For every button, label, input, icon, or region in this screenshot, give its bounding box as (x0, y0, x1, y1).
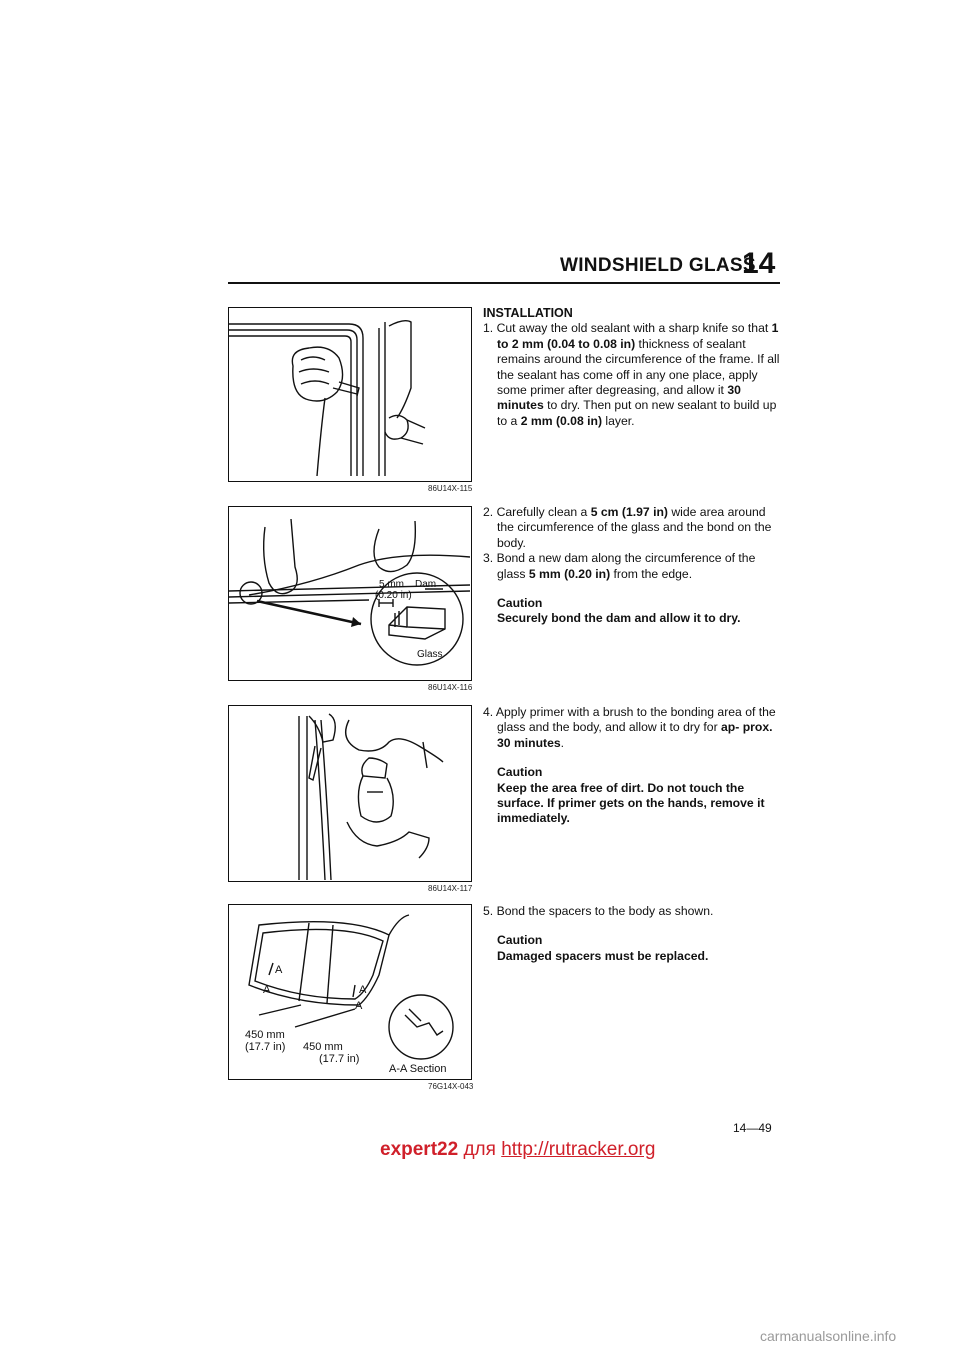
caution-text: Keep the area free of dirt. Do not touch the surface. If primer gets on the hands, remove it immediately. (497, 780, 765, 826)
watermark-link[interactable]: http://rutracker.org (501, 1139, 656, 1160)
dim-in-label: (0.20 in) (375, 590, 412, 601)
apply-primer-illustration (229, 706, 470, 880)
installation-text-4 (483, 904, 783, 964)
step-5: 5. Bond the spacers to the body as shown. (483, 904, 714, 918)
figure-apply-primer (228, 705, 472, 882)
left-dim-in: (17.7 in) (245, 1041, 286, 1053)
installation-text-1 (483, 306, 783, 429)
caution-title: Caution (497, 765, 543, 780)
dim-mm-label: 5 mm (379, 579, 404, 590)
section-number: 14 (742, 247, 776, 280)
step-2: 2. Carefully clean a 5 cm (1.97 in) wide area around the circumference of the glass and the bond on the body. (483, 505, 772, 550)
watermark (380, 1139, 655, 1161)
watermark-author: expert22 (380, 1139, 459, 1160)
step-4: 4. Apply primer with a brush to the bonding area of the glass and the body, and allow it to dry for ap- prox. 30 minutes. (483, 705, 776, 750)
figure-code: 86U14X-117 (428, 884, 473, 893)
bond-dam-illustration (229, 507, 470, 679)
right-dim-mm: 450 mm (303, 1041, 343, 1053)
caution-text: Securely bond the dam and allow it to dry. (497, 611, 741, 626)
a-marker: A (275, 964, 283, 976)
installation-heading: INSTALLATION (483, 306, 573, 320)
a-marker: A (263, 984, 271, 996)
figure-spacers (228, 904, 472, 1080)
figure-bond-dam (228, 506, 472, 681)
right-dim-in: (17.7 in) (319, 1053, 360, 1065)
header-divider (228, 282, 780, 284)
section-label: A-A Section (389, 1063, 447, 1075)
section-title: WINDSHIELD GLASS (560, 255, 756, 276)
caution-title: Caution (497, 596, 543, 611)
glass-label: Glass (417, 649, 443, 660)
figure-code: 86U14X-115 (428, 484, 473, 493)
figure-code: 76G14X-043 (428, 1082, 474, 1091)
caution-text: Damaged spacers must be replaced. (497, 948, 709, 963)
a-marker: A (355, 1000, 363, 1012)
watermark-mid: для (458, 1139, 502, 1160)
left-dim-mm: 450 mm (245, 1029, 285, 1041)
installation-text-2 (483, 505, 783, 627)
step-1: 1. Cut away the old sealant with a sharp knife so that 1 to 2 mm (0.04 to 0.08 in) thickness of sealant remains around the circumference of the frame. If all the sealant has come off in any one place, apply some primer after degreasing, and allow it 30 minutes to dry. Then put on new sealant to build up to a 2 mm (0.08 in) layer. (483, 321, 780, 428)
site-watermark: carmanualsonline.info (760, 1328, 897, 1344)
caution-title: Caution (497, 933, 543, 948)
step-3: 3. Bond a new dam along the circumference of the glass 5 mm (0.20 in) from the edge. (483, 551, 756, 581)
figure-cut-sealant (228, 307, 472, 482)
page-number: 14—49 (733, 1121, 772, 1135)
spacers-illustration (229, 905, 470, 1078)
a-marker: A (359, 984, 367, 996)
cut-sealant-illustration (229, 308, 470, 480)
installation-text-3 (483, 705, 783, 827)
dam-label: Dam (415, 579, 437, 590)
figure-code: 86U14X-116 (428, 683, 473, 692)
